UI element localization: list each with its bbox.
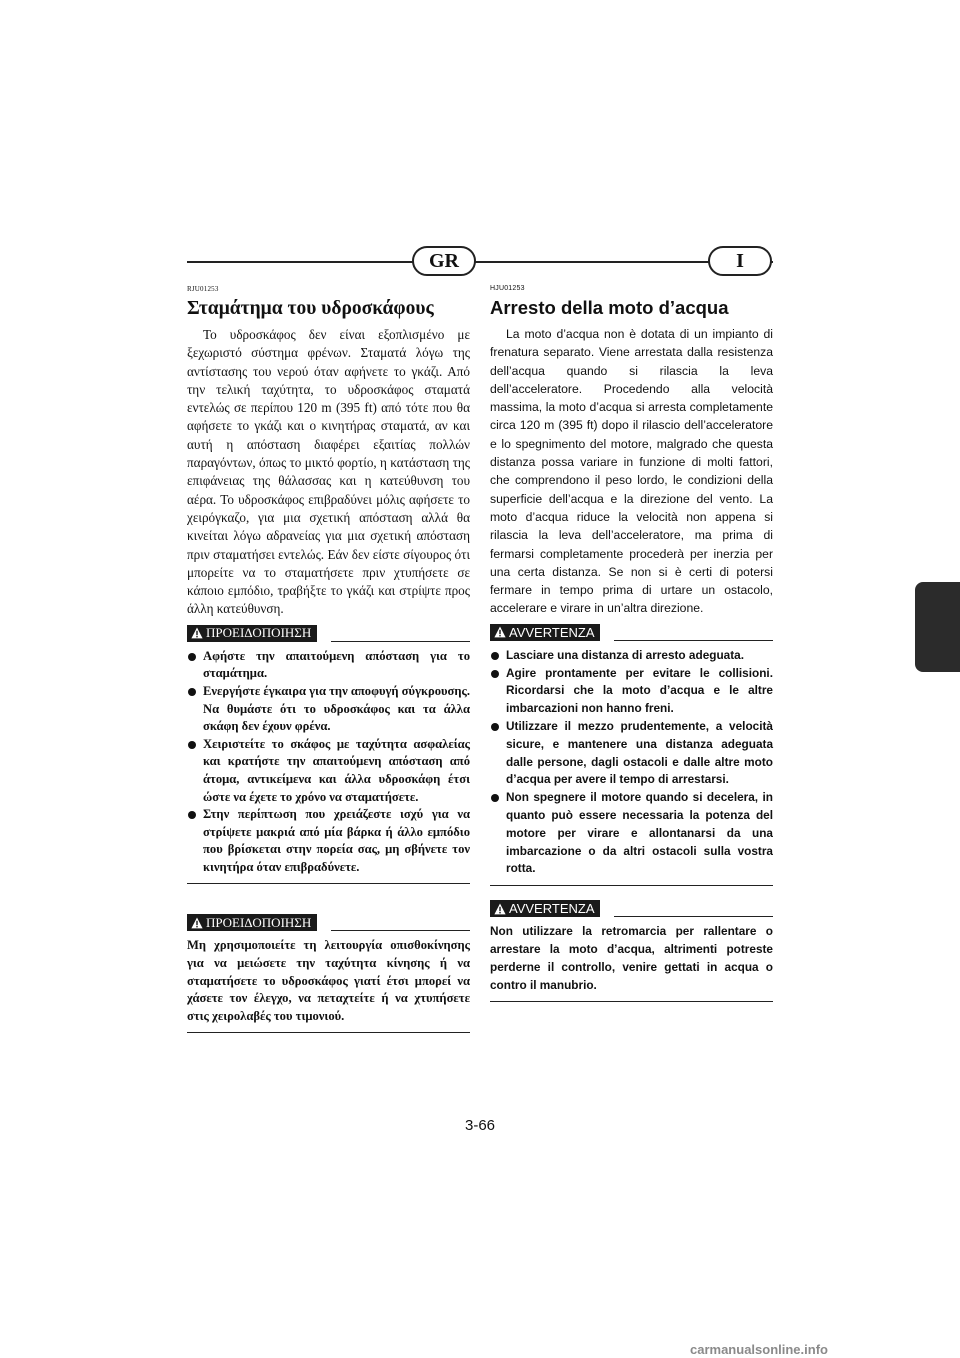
- header-rule: [187, 261, 773, 263]
- chapter-side-tab: [915, 582, 960, 672]
- list-item: Στην περίπτωση που χρειάζεστε ισχύ για να στρίψετε μακριά από μία βάρκα ή άλλο εμπόδιο που βρίσκεται στην πορεία σας, μη σβήνετε τον κινητήρα όταν επιβραδύνετε.: [187, 806, 470, 876]
- bullet-icon: [188, 741, 196, 749]
- list-item: Ενεργήστε έγκαιρα για την αποφυγή σύγκρουσης. Να θυμάστε ότι το υδροσκάφος και τα άλλα σκάφη δεν έχουν φρένα.: [187, 683, 470, 736]
- section-title: Arresto della moto d’acqua: [490, 297, 729, 318]
- section-title: Σταμάτημα του υδροσκάφους: [187, 298, 434, 319]
- warning-end-rule: [490, 885, 773, 886]
- warning-bullet-list: [490, 647, 773, 878]
- warning-header: [490, 624, 773, 641]
- section-code: HJU01253: [490, 285, 525, 292]
- bullet-icon: [188, 653, 196, 661]
- warning-tag: AVVERTENZA: [490, 900, 600, 917]
- bullet-icon: [491, 670, 499, 678]
- warning-bullet-list: [187, 648, 470, 877]
- italian-column: [490, 285, 773, 1002]
- list-item: Χειριστείτε το σκάφος με ταχύτητα ασφαλείας και κρατήστε την απαιτούμενη απόσταση από άτομα, αντικείμενα και άλλα υδροσκάφη έτσι ώστε να έχετε το χρόνο να σταματήσετε.: [187, 736, 470, 806]
- warning-paragraph: Μη χρησιμοποιείτε τη λειτουργία οπισθοκίνησης για να μειώσετε την ταχύτητα κίνησης ή να σταματήσετε το υδροσκάφος γιατί έτσι μπορεί να χάσετε τον έλεγχο, να πεταχτείτε ή να χτυπήσετε στις χειρολαβές του τιμονιού.: [187, 938, 470, 1023]
- warning-tag: AVVERTENZA: [490, 624, 600, 641]
- warning-paragraph: Non utilizzare la retromarcia per rallentare o arrestare la moto d’acqua, altrimenti potreste perderne il controllo, venire gettati in acqua o contro il manubrio.: [490, 924, 773, 992]
- bullet-icon: [491, 652, 499, 660]
- page-number: 3-66: [464, 1117, 496, 1134]
- language-badge-i: I: [708, 246, 772, 276]
- warning-end-rule: [490, 1001, 773, 1002]
- body-paragraph: Το υδροσκάφος δεν είναι εξοπλισμένο με ξεχωριστό σύστημα φρένων. Σταματά λόγω της αντίστασης του νερού όταν αφήνετε το γκάζι. Από την τελική ταχύτητα, το υδροσκάφος σταματά εντελώς σε περίπου 120 m (395 ft) από τότε που θα αφήσετε το γκάζι και ο κινητήρας σταματά, αν και αυτή η απόσταση διαφέρει εξαιτίας πολλών παραγόντων, όπως το μικτό φορτίο, η κατάσταση της επιφάνειας της θάλασσας και η κατεύθυνση του αέρα. Το υδροσκάφος επιβραδύνει μόλις αφήσετε το χειρόγκαζο, για μια σχετική απόσταση αλλά θα κινείται λόγω αδρανείας για μια σχετική απόσταση πριν σταματήσει εντελώς. Εάν δεν είστε σίγουρος ότι μπορείτε να το σταματήσετε πριν χτυπήσετε σε κάποιο εμπόδιο, τραβήξτε το γκάζι και στρίψτε προς άλλη κατεύθυνση.: [187, 327, 470, 617]
- warning-end-rule: [187, 1032, 470, 1033]
- watermark: carmanualsonline.info: [690, 1342, 828, 1357]
- warning-tag: ΠΡΟΕΙΔΟΠΟΙΗΣΗ: [187, 914, 317, 931]
- warning-header: [187, 914, 470, 931]
- list-item: Lasciare una distanza di arresto adeguata.: [490, 647, 773, 665]
- warning-triangle-icon: [191, 917, 203, 929]
- warning-tag: ΠΡΟΕΙΔΟΠΟΙΗΣΗ: [187, 625, 317, 642]
- list-item: Αφήστε την απαιτούμενη απόσταση για το σταμάτημα.: [187, 648, 470, 683]
- warning-triangle-icon: [494, 903, 506, 915]
- greek-column: [187, 285, 470, 1033]
- bullet-icon: [188, 811, 196, 819]
- warning-header: [187, 625, 470, 642]
- list-item: Non spegnere il motore quando si decelera, in quanto può essere necessaria la potenza del motore per virare e allontanarsi da una imbarcazione o da altri ostacoli sulla vostra rotta.: [490, 789, 773, 878]
- section-code: RJU01253: [187, 285, 219, 293]
- warning-end-rule: [187, 883, 470, 884]
- bullet-icon: [491, 723, 499, 731]
- body-paragraph: La moto d’acqua non è dotata di un impianto di frenatura separato. Viene arrestata dalla resistenza dell’acqua quando si rilascia la leva dell’acceleratore. Procedendo alla velocità massima, la moto d’acqua si arresta completamente circa 120 m (395 ft) dopo il rilascio dell’acceleratore e lo spegnimento del motore, malgrado che questa distanza possa variare in funzione di molti fattori, che comprendono il peso lordo, le condizioni della superficie dell’acqua e la direzione del vento. La moto d’acqua riduce la velocità non appena si rilascia la leva dell’acceleratore, ma prima di fermarsi completamente procederà per inerzia per una certa distanza. Se non si è certi di potersi fermare in tempo prima di urtare un ostacolo, accelerare e virare in un’altra direzione.: [490, 327, 773, 616]
- warning-triangle-icon: [494, 626, 506, 638]
- list-item: Agire prontamente per evitare le collisioni. Ricordarsi che la moto d’acqua e le altre imbarcazioni non hanno freni.: [490, 665, 773, 718]
- bullet-icon: [188, 688, 196, 696]
- warning-header: [490, 900, 773, 917]
- bullet-icon: [491, 794, 499, 802]
- warning-triangle-icon: [191, 627, 203, 639]
- language-badge-gr: GR: [412, 246, 476, 276]
- list-item: Utilizzare il mezzo prudentemente, a velocità sicure, e mantenere una distanza adeguata dalle persone, dagli ostacoli e dalle altre moto d’acqua per avere il tempo di arrestarsi.: [490, 718, 773, 789]
